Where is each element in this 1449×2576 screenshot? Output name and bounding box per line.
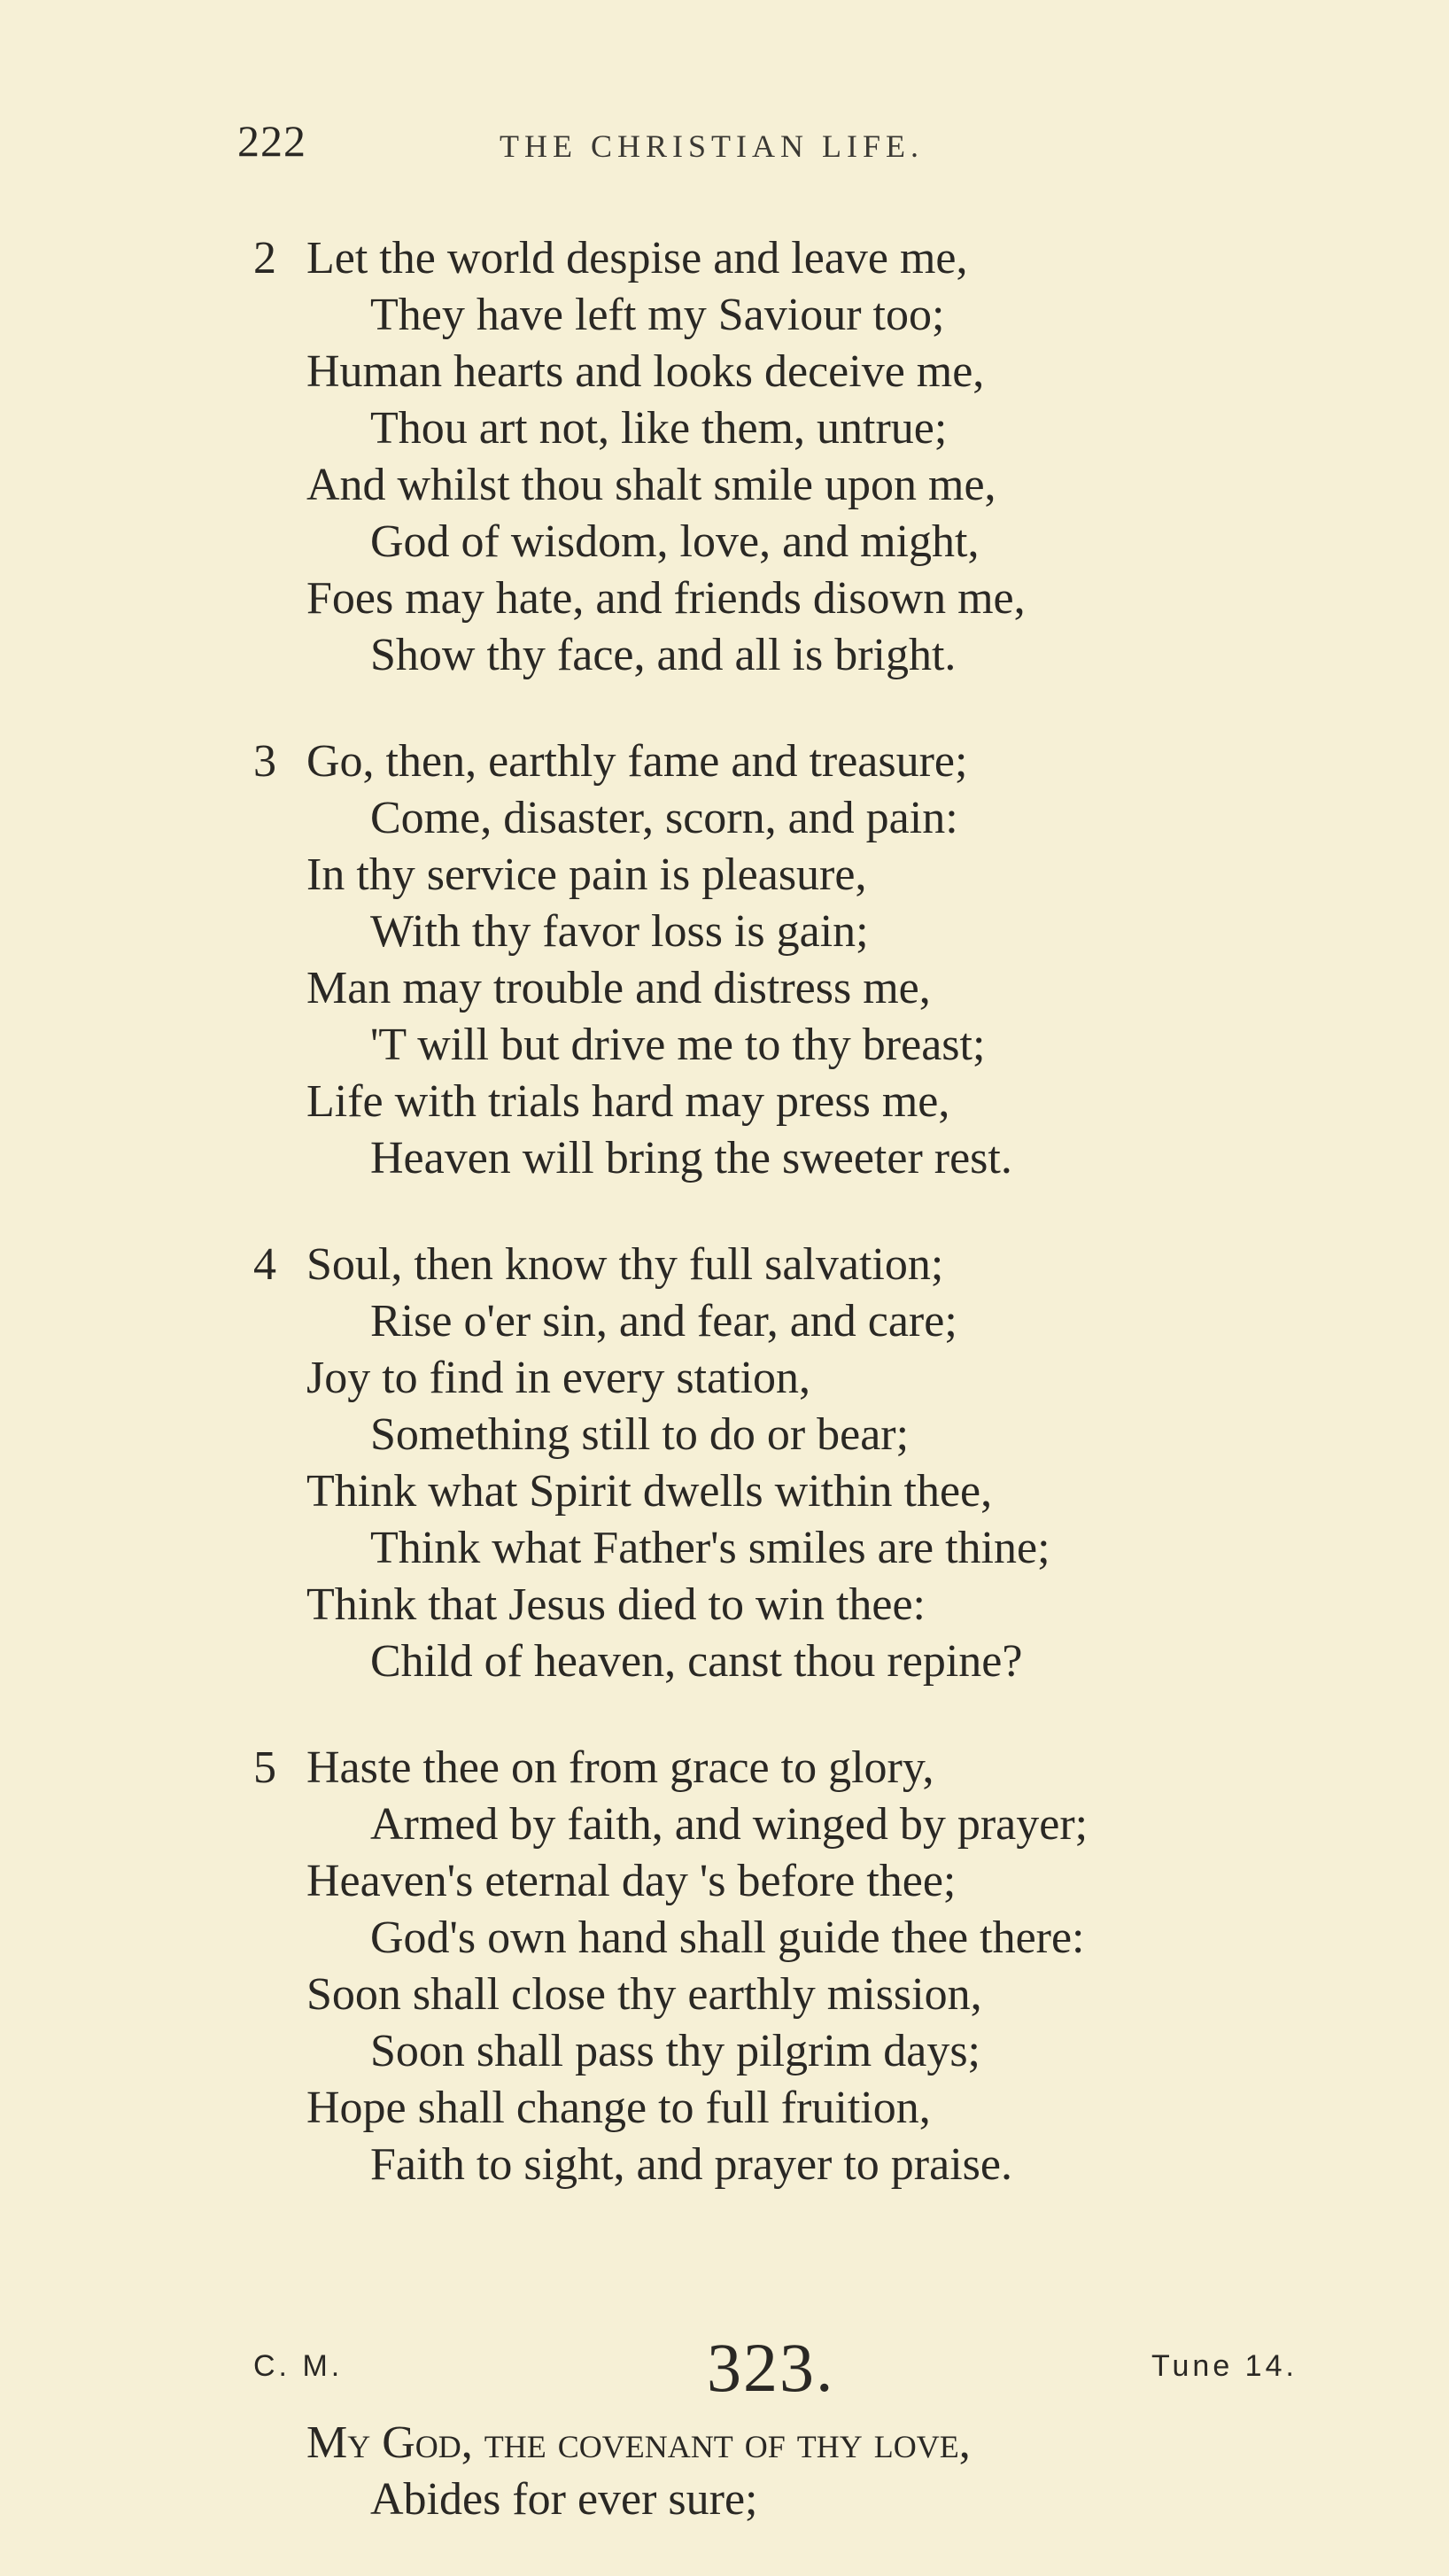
- verse-line: Think what Father's smiles are thine;: [370, 1523, 1050, 1573]
- verse-line: Human hearts and looks deceive me,: [306, 346, 985, 397]
- page-number: 222: [237, 116, 306, 166]
- verse-line: My God, the covenant of thy love,: [306, 2417, 971, 2468]
- stanza-number: 2: [253, 233, 276, 283]
- verse-line: Joy to find in every station,: [306, 1353, 811, 1403]
- verse-line: Foes may hate, and friends disown me,: [306, 573, 1026, 624]
- verse-line: 'T will but drive me to thy breast;: [370, 1020, 986, 1070]
- verse-line: Something still to do or bear;: [370, 1409, 910, 1460]
- verse-line: Let the world despise and leave me,: [306, 233, 968, 283]
- verse-line: Think that Jesus died to win thee:: [306, 1579, 926, 1630]
- verse-line: Man may trouble and distress me,: [306, 963, 931, 1013]
- hymn-meter: C. M.: [253, 2349, 344, 2383]
- verse-line: Life with trials hard may press me,: [306, 1076, 950, 1127]
- verse-line: Go, then, earthly fame and treasure;: [306, 736, 968, 787]
- verse-line: Abides for ever sure;: [370, 2474, 758, 2525]
- verse-line: Faith to sight, and prayer to praise.: [370, 2139, 1012, 2190]
- verse-line: Haste thee on from grace to glory,: [306, 1742, 934, 1793]
- hymn-number: 323.: [707, 2329, 835, 2406]
- stanza-number: 3: [253, 736, 276, 787]
- running-head: [237, 115, 1389, 177]
- verse-line: Heaven's eternal day 's before thee;: [306, 1856, 957, 1906]
- verse-line: Heaven will bring the sweeter rest.: [370, 1133, 1012, 1183]
- verse-line: Soul, then know thy full salvation;: [306, 1239, 944, 1290]
- verse-line: They have left my Saviour too;: [370, 290, 945, 340]
- hymn-tune: Tune 14.: [1151, 2349, 1298, 2383]
- verse-line: Thou art not, like them, untrue;: [370, 403, 948, 454]
- verse-line: Rise o'er sin, and fear, and care;: [370, 1296, 957, 1346]
- verse-line: Think what Spirit dwells within thee,: [306, 1466, 993, 1517]
- stanza-number: 5: [253, 1742, 276, 1793]
- verse-line: Soon shall close thy earthly mission,: [306, 1969, 982, 2020]
- verse-line: In thy service pain is pleasure,: [306, 850, 867, 900]
- stanza-number: 4: [253, 1239, 276, 1290]
- verse-line: With thy favor loss is gain;: [370, 906, 869, 957]
- verse-line: And whilst thou shalt smile upon me,: [306, 460, 996, 510]
- running-title: THE CHRISTIAN LIFE.: [500, 128, 924, 164]
- hymn-header: [0, 2328, 1449, 2408]
- verse-line: God's own hand shall guide thee there:: [370, 1913, 1085, 1963]
- verse-line: Come, disaster, scorn, and pain:: [370, 793, 958, 843]
- verse-line: Show thy face, and all is bright.: [370, 630, 957, 680]
- verse-line: Hope shall change to full fruition,: [306, 2083, 931, 2133]
- verse-line: God of wisdom, love, and might,: [370, 516, 980, 567]
- verse-line: Child of heaven, canst thou repine?: [370, 1636, 1023, 1687]
- verse-line: Armed by faith, and winged by prayer;: [370, 1799, 1089, 1850]
- verse-line: Soon shall pass thy pilgrim days;: [370, 2026, 980, 2076]
